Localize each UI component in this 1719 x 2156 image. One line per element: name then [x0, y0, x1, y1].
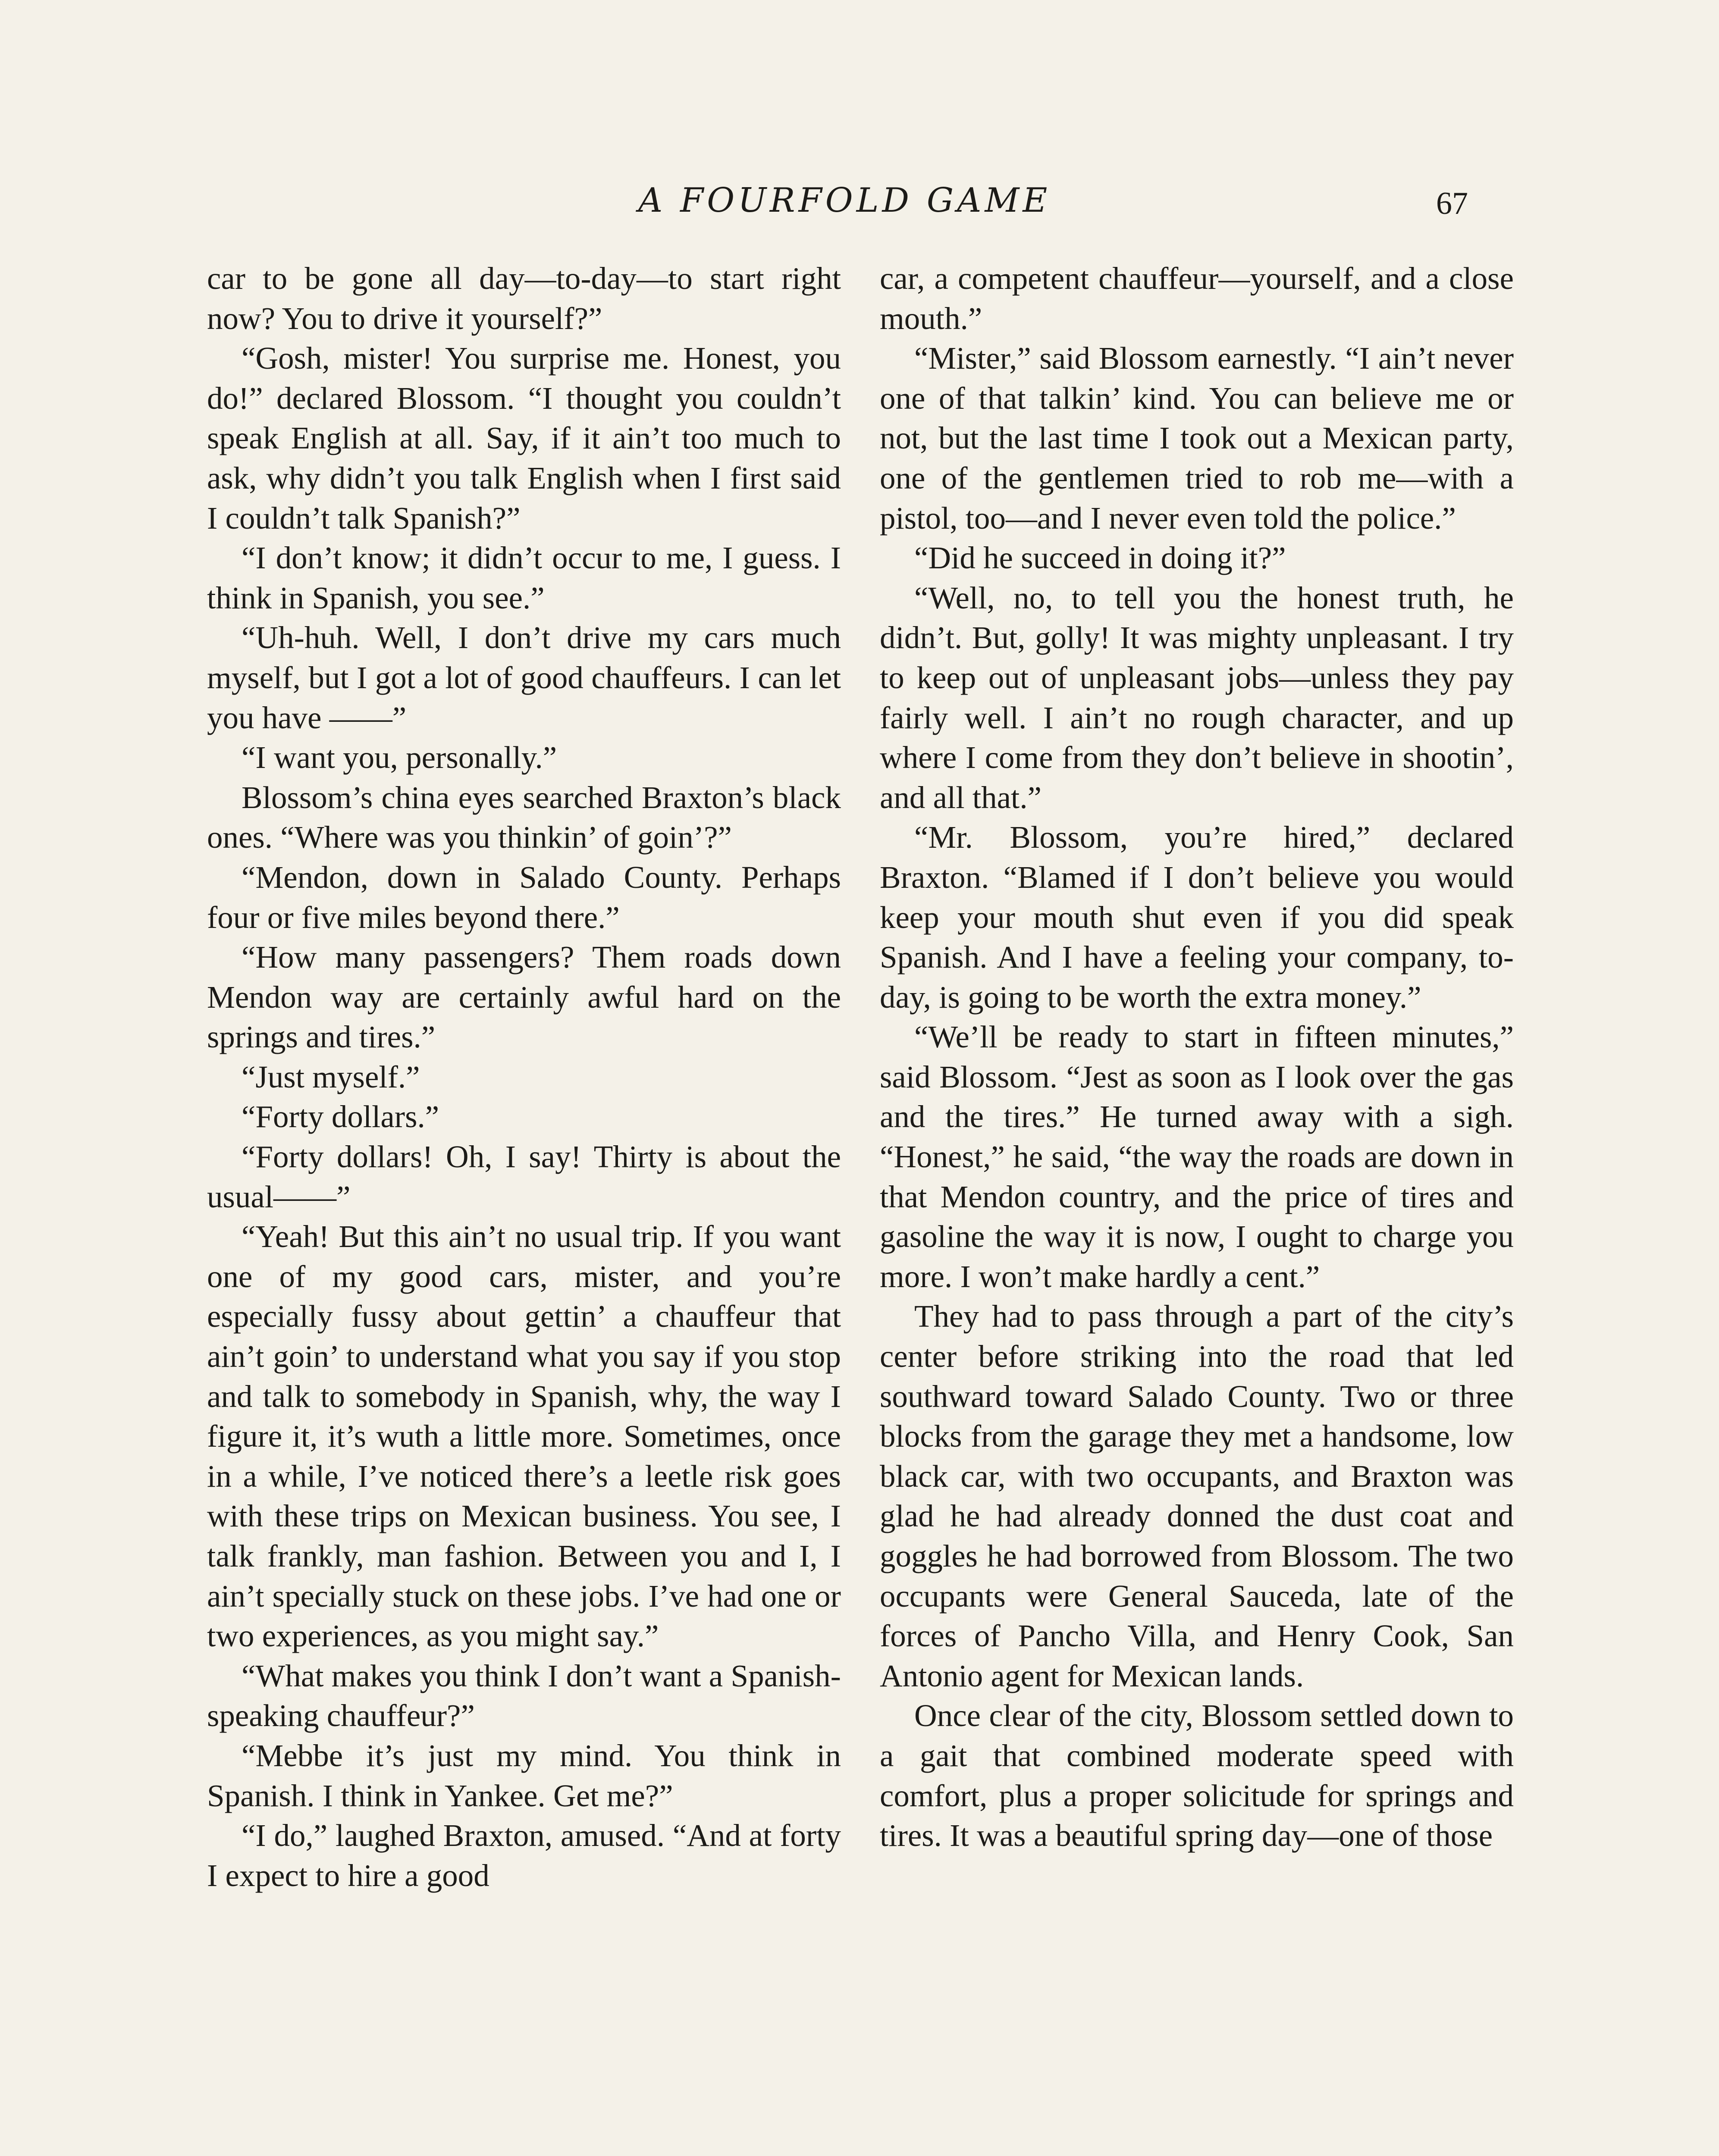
paragraph: Once clear of the city, Blossom settled down to a gait that combined moderate speed with comfort, plus a proper solicitude for springs and tires. It was a beautiful spring day—one of those: [880, 1698, 1514, 1853]
paragraph: “Mendon, down in Salado County. Perhaps four or five miles beyond there.”: [207, 859, 841, 935]
paragraph: “Forty dollars.”: [242, 1099, 439, 1134]
paragraph: car to be gone all day—to-day—to start right now? You to drive it yourself?”: [207, 261, 841, 336]
paragraph: “We’ll be ready to start in fifteen minutes,” said Blossom. “Jest as soon as I look over the gas and the tires.” He turned away with a sigh. “Honest,” he said, “the way the roads are down in that Mendon country, and the price of tires and gasoline the way it is now, I ought to charge you more. I won’t make hardly a cent.”: [880, 1019, 1514, 1294]
paragraph: “I want you, personally.”: [242, 740, 557, 775]
paragraph: “Uh-huh. Well, I don’t drive my cars much myself, but I got a lot of good chauffeurs. I can let you have ——”: [207, 620, 841, 735]
paragraph: “Forty dollars! Oh, I say! Thirty is about the usual——”: [207, 1139, 841, 1214]
paragraph: “Gosh, mister! You surprise me. Honest, you do!” declared Blossom. “I thought you couldn’t speak English at all. Say, if it ain’t too much to ask, why didn’t you talk English when I first said I couldn’t talk Spanish?”: [207, 341, 841, 536]
paragraph: “Mister,” said Blossom earnestly. “I ain’t never one of that talkin’ kind. You can believe me or not, but the last time I took out a Mexican party, one of the gentlemen tried to rob me—with a pistol, too—and I never even told the police.”: [880, 341, 1514, 536]
paragraph: “How many passengers? Them roads down Mendon way are certainly awful hard on the springs and tires.”: [207, 940, 841, 1055]
running-title: A FOURFOLD GAME: [638, 181, 1051, 220]
paragraph: “Yeah! But this ain’t no usual trip. If you want one of my good cars, mister, and you’re especially fussy about gettin’ a chauffeur that ain’t goin’ to understand what you say if you stop and talk to somebody in Spanish, why, the way I figure it, it’s wuth a little more. Sometimes, once in a while, I’ve noticed there’s a leetle risk goes with these trips on Mexican business. You see, I talk frankly, man fashion. Between you and I, I ain’t specially stuck on these jobs. I’ve had one or two experiences, as you might say.”: [207, 1219, 841, 1654]
paragraph: They had to pass through a part of the city’s center before striking into the road that led southward toward Salado County. Two or three blocks from the garage they met a handsome, low black car, with two occupants, and Braxton was glad he had already donned the dust coat and goggles he had borrowed from Blossom. The two occupants were General Sauceda, late of the forces of Pancho Villa, and Henry Cook, San Antonio agent for Mexican lands.: [880, 1299, 1514, 1693]
paragraph: “Well, no, to tell you the honest truth, he didn’t. But, golly! It was mighty unpleasant. I try to keep out of unpleasant jobs—unless they pay fairly well. I ain’t no rough character, and up where I come from they don’t believe in shootin’, and all that.”: [880, 580, 1514, 815]
paragraph: “Mr. Blossom, you’re hired,” declared Braxton. “Blamed if I don’t believe you would keep your mouth shut even if you did speak Spanish. And I have a feeling your company, to-day, is going to be worth the extra money.”: [880, 820, 1514, 1015]
paragraph: “I don’t know; it didn’t occur to me, I guess. I think in Spanish, you see.”: [207, 540, 841, 615]
paragraph: “Just myself.”: [242, 1059, 420, 1094]
running-header: [0, 181, 1719, 229]
paragraph: Blossom’s china eyes searched Braxton’s black ones. “Where was you thinkin’ of goin’?”: [207, 780, 841, 855]
paragraph: “Mebbe it’s just my mind. You think in Spanish. I think in Yankee. Get me?”: [207, 1738, 841, 1813]
page-number: 67: [1436, 186, 1468, 221]
paragraph: “Did he succeed in doing it?”: [914, 540, 1286, 576]
right-column: [880, 259, 1514, 2156]
paragraph: “What makes you think I don’t want a Spanish-speaking chauffeur?”: [207, 1658, 841, 1733]
paragraph: “I do,” laughed Braxton, amused. “And at forty I expect to hire a good: [207, 1818, 841, 1893]
paragraph: car, a competent chauffeur—yourself, and a close mouth.”: [880, 261, 1514, 336]
left-column: [207, 259, 841, 2156]
